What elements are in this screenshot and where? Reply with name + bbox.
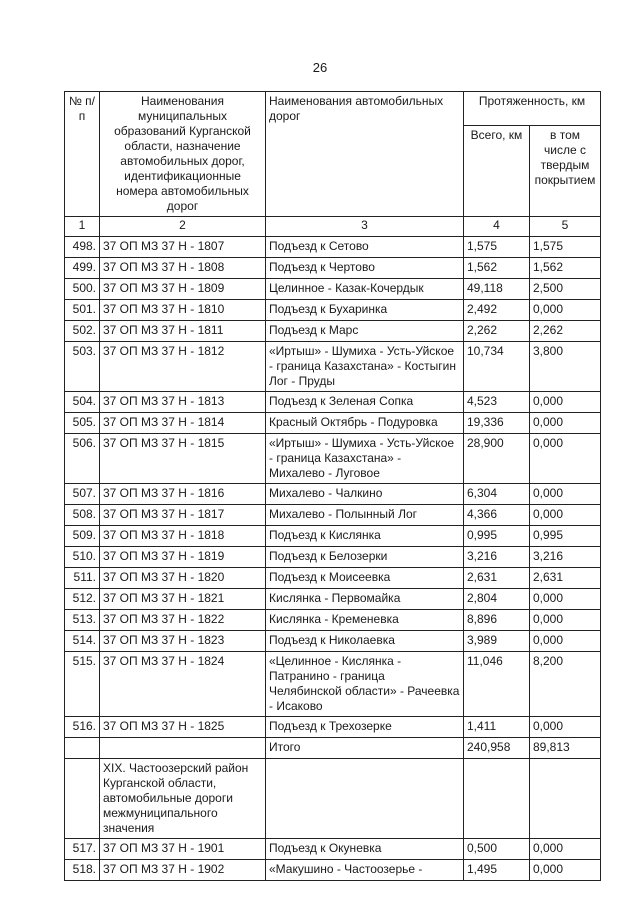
road-name: Подъезд к Трехозерке <box>266 717 464 738</box>
length-total: 3,989 <box>464 631 530 652</box>
length-hard: 3,800 <box>530 342 601 392</box>
row-number: 517. <box>65 839 100 860</box>
road-id: 37 ОП МЗ 37 Н - 1816 <box>100 484 266 505</box>
length-total: 1,575 <box>464 237 530 258</box>
table-row <box>65 717 601 738</box>
row-number: 508. <box>65 505 100 526</box>
road-id: 37 ОП МЗ 37 Н - 1824 <box>100 652 266 717</box>
road-name: «Иртыш» - Шумиха - Усть-Уйское - граница Казахстана» - Костыгин Лог - Пруды <box>266 342 464 392</box>
length-hard: 0,000 <box>530 300 601 321</box>
length-total: 19,336 <box>464 413 530 434</box>
road-id: 37 ОП МЗ 37 Н - 1808 <box>100 258 266 279</box>
road-name: Михалево - Полынный Лог <box>266 505 464 526</box>
length-total: 1,411 <box>464 717 530 738</box>
row-number: 507. <box>65 484 100 505</box>
length-hard: 2,631 <box>530 568 601 589</box>
table-row <box>65 526 601 547</box>
row-number: 510. <box>65 547 100 568</box>
road-name: «Макушино - Частоозерье - <box>266 860 464 881</box>
empty-cell <box>266 759 464 839</box>
length-total: 3,216 <box>464 547 530 568</box>
header-road-name: Наименования автомобильных дорог <box>266 92 464 217</box>
length-total: 49,118 <box>464 279 530 300</box>
column-number: 1 <box>65 217 100 237</box>
table-row <box>65 392 601 413</box>
length-hard: 0,995 <box>530 526 601 547</box>
road-id: 37 ОП МЗ 37 Н - 1901 <box>100 839 266 860</box>
table-row <box>65 434 601 484</box>
header-length: Протяженность, км <box>464 92 601 126</box>
row-number: 502. <box>65 321 100 342</box>
road-id: 37 ОП МЗ 37 Н - 1902 <box>100 860 266 881</box>
road-name: «Иртыш» - Шумиха - Усть-Уйское - граница Казахстана» - Михалево - Луговое <box>266 434 464 484</box>
row-number: 512. <box>65 589 100 610</box>
column-number: 3 <box>266 217 464 237</box>
length-hard: 0,000 <box>530 631 601 652</box>
road-id: 37 ОП МЗ 37 Н - 1807 <box>100 237 266 258</box>
road-name: Подъезд к Николаевка <box>266 631 464 652</box>
column-number: 2 <box>100 217 266 237</box>
road-name: Подъезд к Бухаринка <box>266 300 464 321</box>
length-total: 8,896 <box>464 610 530 631</box>
road-id: 37 ОП МЗ 37 Н - 1823 <box>100 631 266 652</box>
table-row <box>65 568 601 589</box>
length-hard: 3,216 <box>530 547 601 568</box>
table-row <box>65 839 601 860</box>
length-hard: 0,000 <box>530 484 601 505</box>
table-row <box>65 300 601 321</box>
road-name: Подъезд к Чертово <box>266 258 464 279</box>
length-hard: 1,562 <box>530 258 601 279</box>
row-number: 514. <box>65 631 100 652</box>
road-name: Подъезд к Моисеевка <box>266 568 464 589</box>
road-id: 37 ОП МЗ 37 Н - 1817 <box>100 505 266 526</box>
length-hard: 0,000 <box>530 860 601 881</box>
table-row <box>65 342 601 392</box>
length-total: 6,304 <box>464 484 530 505</box>
road-id: 37 ОП МЗ 37 Н - 1813 <box>100 392 266 413</box>
section-row <box>65 759 601 839</box>
table-row <box>65 589 601 610</box>
table-row <box>65 631 601 652</box>
row-number: 515. <box>65 652 100 717</box>
table-row <box>65 237 601 258</box>
table-row <box>65 413 601 434</box>
road-name: Кислянка - Первомайка <box>266 589 464 610</box>
row-number: 516. <box>65 717 100 738</box>
road-id: 37 ОП МЗ 37 Н - 1814 <box>100 413 266 434</box>
row-number: 509. <box>65 526 100 547</box>
total-hard: 89,813 <box>530 738 601 759</box>
road-name: Подъезд к Кислянка <box>266 526 464 547</box>
row-number: 506. <box>65 434 100 484</box>
length-hard: 0,000 <box>530 589 601 610</box>
row-number: 505. <box>65 413 100 434</box>
header-municipal: Наименования муниципальных образований Курганской области, назначение автомобильных дорог, идентификационные номера автомобильных дорог <box>100 92 266 217</box>
empty-cell <box>65 738 100 759</box>
road-id: 37 ОП МЗ 37 Н - 1811 <box>100 321 266 342</box>
total-row <box>65 738 601 759</box>
length-total: 4,366 <box>464 505 530 526</box>
length-hard: 1,575 <box>530 237 601 258</box>
roads-table <box>64 91 601 881</box>
table-row <box>65 652 601 717</box>
length-hard: 0,000 <box>530 505 601 526</box>
table-row <box>65 321 601 342</box>
length-total: 0,995 <box>464 526 530 547</box>
total-length: 240,958 <box>464 738 530 759</box>
row-number: 503. <box>65 342 100 392</box>
road-id: 37 ОП МЗ 37 Н - 1825 <box>100 717 266 738</box>
length-total: 1,495 <box>464 860 530 881</box>
row-number: 513. <box>65 610 100 631</box>
row-number: 504. <box>65 392 100 413</box>
road-id: 37 ОП МЗ 37 Н - 1810 <box>100 300 266 321</box>
empty-cell <box>464 759 530 839</box>
table-row <box>65 279 601 300</box>
road-id: 37 ОП МЗ 37 Н - 1809 <box>100 279 266 300</box>
length-hard: 0,000 <box>530 839 601 860</box>
table-row <box>65 505 601 526</box>
length-total: 4,523 <box>464 392 530 413</box>
length-total: 10,734 <box>464 342 530 392</box>
length-hard: 2,500 <box>530 279 601 300</box>
length-hard: 2,262 <box>530 321 601 342</box>
length-hard: 0,000 <box>530 413 601 434</box>
section-title: XIX. Частоозерский район Курганской области, автомобильные дороги межмуниципального значения <box>100 759 266 839</box>
road-id: 37 ОП МЗ 37 Н - 1818 <box>100 526 266 547</box>
length-hard: 0,000 <box>530 717 601 738</box>
road-id: 37 ОП МЗ 37 Н - 1820 <box>100 568 266 589</box>
row-number: 499. <box>65 258 100 279</box>
table-row <box>65 860 601 881</box>
column-number: 5 <box>530 217 601 237</box>
road-id: 37 ОП МЗ 37 Н - 1822 <box>100 610 266 631</box>
length-total: 2,804 <box>464 589 530 610</box>
length-hard: 0,000 <box>530 434 601 484</box>
table-row <box>65 547 601 568</box>
row-number: 518. <box>65 860 100 881</box>
length-hard: 8,200 <box>530 652 601 717</box>
length-total: 2,262 <box>464 321 530 342</box>
road-name: Подъезд к Сетово <box>266 237 464 258</box>
road-name: Михалево - Чалкино <box>266 484 464 505</box>
empty-cell <box>530 759 601 839</box>
total-label: Итого <box>266 738 464 759</box>
length-total: 0,500 <box>464 839 530 860</box>
header-hard: в том числе с твердым покрытием <box>530 125 601 216</box>
road-name: Целинное - Казак-Кочердык <box>266 279 464 300</box>
column-number: 4 <box>464 217 530 237</box>
row-number: 501. <box>65 300 100 321</box>
road-id: 37 ОП МЗ 37 Н - 1812 <box>100 342 266 392</box>
header-total: Всего, км <box>464 125 530 216</box>
road-name: «Целинное - Кислянка - Патранино - граница Челябинской области» - Рачеевка - Исаково <box>266 652 464 717</box>
road-id: 37 ОП МЗ 37 Н - 1815 <box>100 434 266 484</box>
row-number: 511. <box>65 568 100 589</box>
length-total: 11,046 <box>464 652 530 717</box>
length-hard: 0,000 <box>530 392 601 413</box>
row-number: 500. <box>65 279 100 300</box>
road-name: Подъезд к Марс <box>266 321 464 342</box>
length-total: 1,562 <box>464 258 530 279</box>
table-row <box>65 610 601 631</box>
road-id: 37 ОП МЗ 37 Н - 1819 <box>100 547 266 568</box>
length-total: 2,631 <box>464 568 530 589</box>
empty-cell <box>100 738 266 759</box>
table-row <box>65 484 601 505</box>
length-hard: 0,000 <box>530 610 601 631</box>
row-number: 498. <box>65 237 100 258</box>
road-id: 37 ОП МЗ 37 Н - 1821 <box>100 589 266 610</box>
road-name: Кислянка - Кременевка <box>266 610 464 631</box>
table-row <box>65 258 601 279</box>
page-number: 26 <box>312 60 328 75</box>
road-name: Подъезд к Белозерки <box>266 547 464 568</box>
road-name: Подъезд к Зеленая Сопка <box>266 392 464 413</box>
road-name: Подъезд к Окуневка <box>266 839 464 860</box>
header-num: № п/п <box>65 92 100 217</box>
empty-cell <box>65 759 100 839</box>
length-total: 2,492 <box>464 300 530 321</box>
length-total: 28,900 <box>464 434 530 484</box>
road-name: Красный Октябрь - Подуровка <box>266 413 464 434</box>
